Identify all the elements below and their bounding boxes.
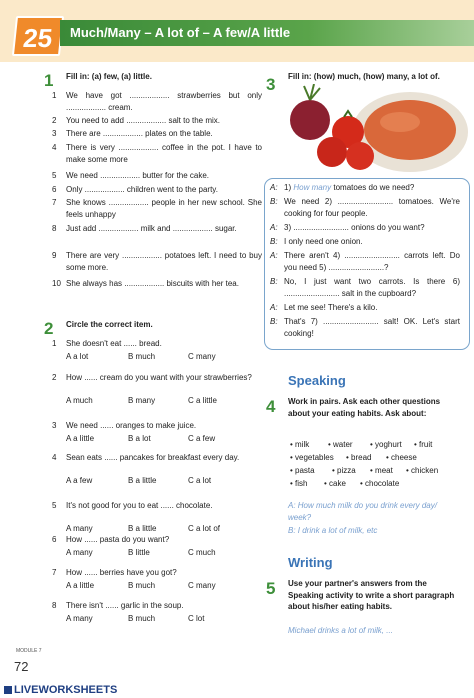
- item-text: She doesn't eat ...... bread.: [66, 339, 162, 348]
- speaker-label: B:: [270, 237, 278, 246]
- food-item: • cheese: [386, 453, 417, 462]
- option-a[interactable]: A many: [66, 614, 93, 623]
- unit-title: Much/Many – A lot of – A few/A little: [60, 20, 474, 46]
- option-b[interactable]: B a little: [128, 524, 157, 533]
- item-text: She always has .................. biscuits with her tea.: [66, 279, 239, 288]
- speaking-example-a: A: How much milk do you drink every day/ week?: [288, 501, 437, 522]
- option-a[interactable]: A many: [66, 524, 93, 533]
- item-number: 4: [52, 453, 57, 462]
- item-text: There isn't ...... garlic in the soup.: [66, 601, 184, 610]
- food-item: • pasta: [290, 466, 315, 475]
- item-number: 2: [52, 116, 57, 125]
- item-text: Sean eats ...... pancakes for breakfast every day.: [66, 453, 240, 462]
- food-item: • fish: [290, 479, 308, 488]
- writing-example: Michael drinks a lot of milk, ...: [288, 626, 393, 635]
- item-text: It's not good for you to eat ...... chocolate.: [66, 501, 213, 510]
- module-label: MODULE 7: [16, 648, 42, 654]
- food-item: • pizza: [332, 466, 356, 475]
- item-number: 8: [52, 224, 57, 233]
- exercise-5-number: 5: [266, 579, 276, 598]
- line-text: That's 7) ......................... salt! OK. Let's start cooking!: [284, 317, 460, 338]
- option-a[interactable]: A many: [66, 548, 93, 557]
- speaker-label: B:: [270, 197, 278, 206]
- item-number: 10: [52, 279, 61, 288]
- page-number: 72: [14, 659, 29, 674]
- unit-header: [14, 12, 474, 52]
- item-text: There is very .................. coffee in the pot. I have to make some more: [66, 143, 262, 164]
- item-text: She knows .................. people in her new school. She feels unhappy: [66, 198, 262, 219]
- item-text: We have got .................. strawberries but only .................. cream.: [66, 91, 262, 112]
- exercise-2-instruction: Circle the correct item.: [66, 320, 153, 329]
- item-number: 6: [52, 185, 57, 194]
- item-number: 9: [52, 251, 57, 260]
- speaking-heading: Speaking: [288, 373, 346, 388]
- option-b[interactable]: B much: [128, 581, 156, 590]
- food-item: • vegetables: [290, 453, 334, 462]
- writing-heading: Writing: [288, 555, 333, 570]
- brand-text: LIVEWORKSHEETS: [14, 684, 118, 696]
- item-text: We need ...... oranges to make juice.: [66, 421, 197, 430]
- item-number: 1: [52, 339, 57, 348]
- logo-icon: [4, 686, 12, 694]
- item-number: 7: [52, 568, 57, 577]
- line-text: There aren't 4) ......................... carrots left. Do you need 5) .........................?: [284, 251, 460, 272]
- item-number: 8: [52, 601, 57, 610]
- food-item: • fruit: [414, 440, 433, 449]
- speaker-label: B:: [270, 277, 278, 286]
- option-b[interactable]: B much: [128, 352, 156, 361]
- option-c[interactable]: C a little: [188, 396, 217, 405]
- item-number: 5: [52, 171, 57, 180]
- exercise-1-number: 1: [44, 71, 54, 90]
- exercise-3-number: 3: [266, 75, 276, 94]
- speaker-label: A:: [270, 303, 278, 312]
- food-item: • meat: [370, 466, 393, 475]
- item-text: How ...... pasta do you want?: [66, 535, 170, 544]
- option-c[interactable]: C a lot of: [188, 524, 221, 533]
- beetroot-icon: [290, 100, 330, 140]
- unit-number-badge: 25: [12, 16, 64, 56]
- food-item: • water: [328, 440, 353, 449]
- line-text: I only need one onion.: [284, 237, 363, 246]
- item-text: Just add .................. milk and .................. sugar.: [66, 224, 237, 233]
- item-number: 2: [52, 373, 57, 382]
- speaking-example-b: B: I drink a lot of milk, etc: [288, 526, 378, 535]
- item-text: How ...... cream do you want with your strawberries?: [66, 373, 252, 382]
- food-item: • milk: [290, 440, 310, 449]
- line-text: We need 2) ......................... tomatoes. We're cooking for four people.: [284, 197, 460, 218]
- food-item: • yoghurt: [370, 440, 402, 449]
- speaking-instruction: Work in pairs. Ask each other questions about your eating habits. Ask about:: [288, 397, 441, 418]
- option-c[interactable]: C a few: [188, 434, 216, 443]
- vegetables-soup-illustration: [288, 84, 468, 176]
- item-number: 1: [52, 91, 57, 100]
- speaker-label: A:: [270, 251, 278, 260]
- option-a[interactable]: A a few: [66, 476, 93, 485]
- food-item: • chocolate: [360, 479, 400, 488]
- option-b[interactable]: B much: [128, 614, 156, 623]
- option-a[interactable]: A a lot: [66, 352, 89, 361]
- option-b[interactable]: B a lot: [128, 434, 151, 443]
- item-text: Only .................. children went to the party.: [66, 185, 218, 194]
- line-text: Let me see! There's a kilo.: [284, 303, 378, 312]
- option-c[interactable]: C many: [188, 581, 216, 590]
- option-b[interactable]: B a little: [128, 476, 157, 485]
- item-text: There are very .................. potatoes left. I need to buy some more.: [66, 251, 262, 272]
- item-number: 7: [52, 198, 57, 207]
- option-a[interactable]: A much: [66, 396, 93, 405]
- food-item: • cake: [324, 479, 346, 488]
- exercise-4-number: 4: [266, 397, 276, 416]
- line-text: tomatoes do we need?: [331, 183, 415, 192]
- food-item: • chicken: [406, 466, 439, 475]
- item-number: 4: [52, 143, 57, 152]
- example-answer: How many: [293, 183, 332, 192]
- line-prefix: 1): [284, 183, 294, 192]
- line-text: 3) ......................... onions do you want?: [284, 223, 425, 232]
- speaker-label: A:: [270, 223, 278, 232]
- item-number: 3: [52, 129, 57, 138]
- item-number: 3: [52, 421, 57, 430]
- option-c[interactable]: C much: [188, 548, 216, 557]
- exercise-2-number: 2: [44, 319, 54, 338]
- item-text: How ...... berries have you got?: [66, 568, 177, 577]
- exercise-3-instruction: Fill in: (how) much, (how) many, a lot of.: [288, 72, 440, 81]
- item-text: You need to add .................. salt to the mix.: [66, 116, 221, 125]
- option-c[interactable]: C a lot: [188, 476, 212, 485]
- liveworksheets-logo: [4, 683, 117, 698]
- item-text: There are .................. plates on the table.: [66, 129, 213, 138]
- option-b[interactable]: B little: [128, 548, 150, 557]
- exercise-1-instruction: Fill in: (a) few, (a) little.: [66, 72, 152, 81]
- item-number: 6: [52, 535, 57, 544]
- option-a[interactable]: A a little: [66, 581, 95, 590]
- speaker-label: B:: [270, 317, 278, 326]
- item-text: We need .................. butter for the cake.: [66, 171, 210, 180]
- option-a[interactable]: A a little: [66, 434, 95, 443]
- option-c[interactable]: C lot: [188, 614, 205, 623]
- option-b[interactable]: B many: [128, 396, 156, 405]
- item-number: 5: [52, 501, 57, 510]
- line-text: No, I just want two carrots. Is there 6) ......................... salt in the cupboard?: [284, 277, 460, 298]
- food-item: • bread: [346, 453, 372, 462]
- writing-instruction: Use your partner's answers from the Speaking activity to write a short paragraph about his/her eating habits.: [288, 579, 455, 611]
- speaker-label: A:: [270, 183, 278, 192]
- option-c[interactable]: C many: [188, 352, 216, 361]
